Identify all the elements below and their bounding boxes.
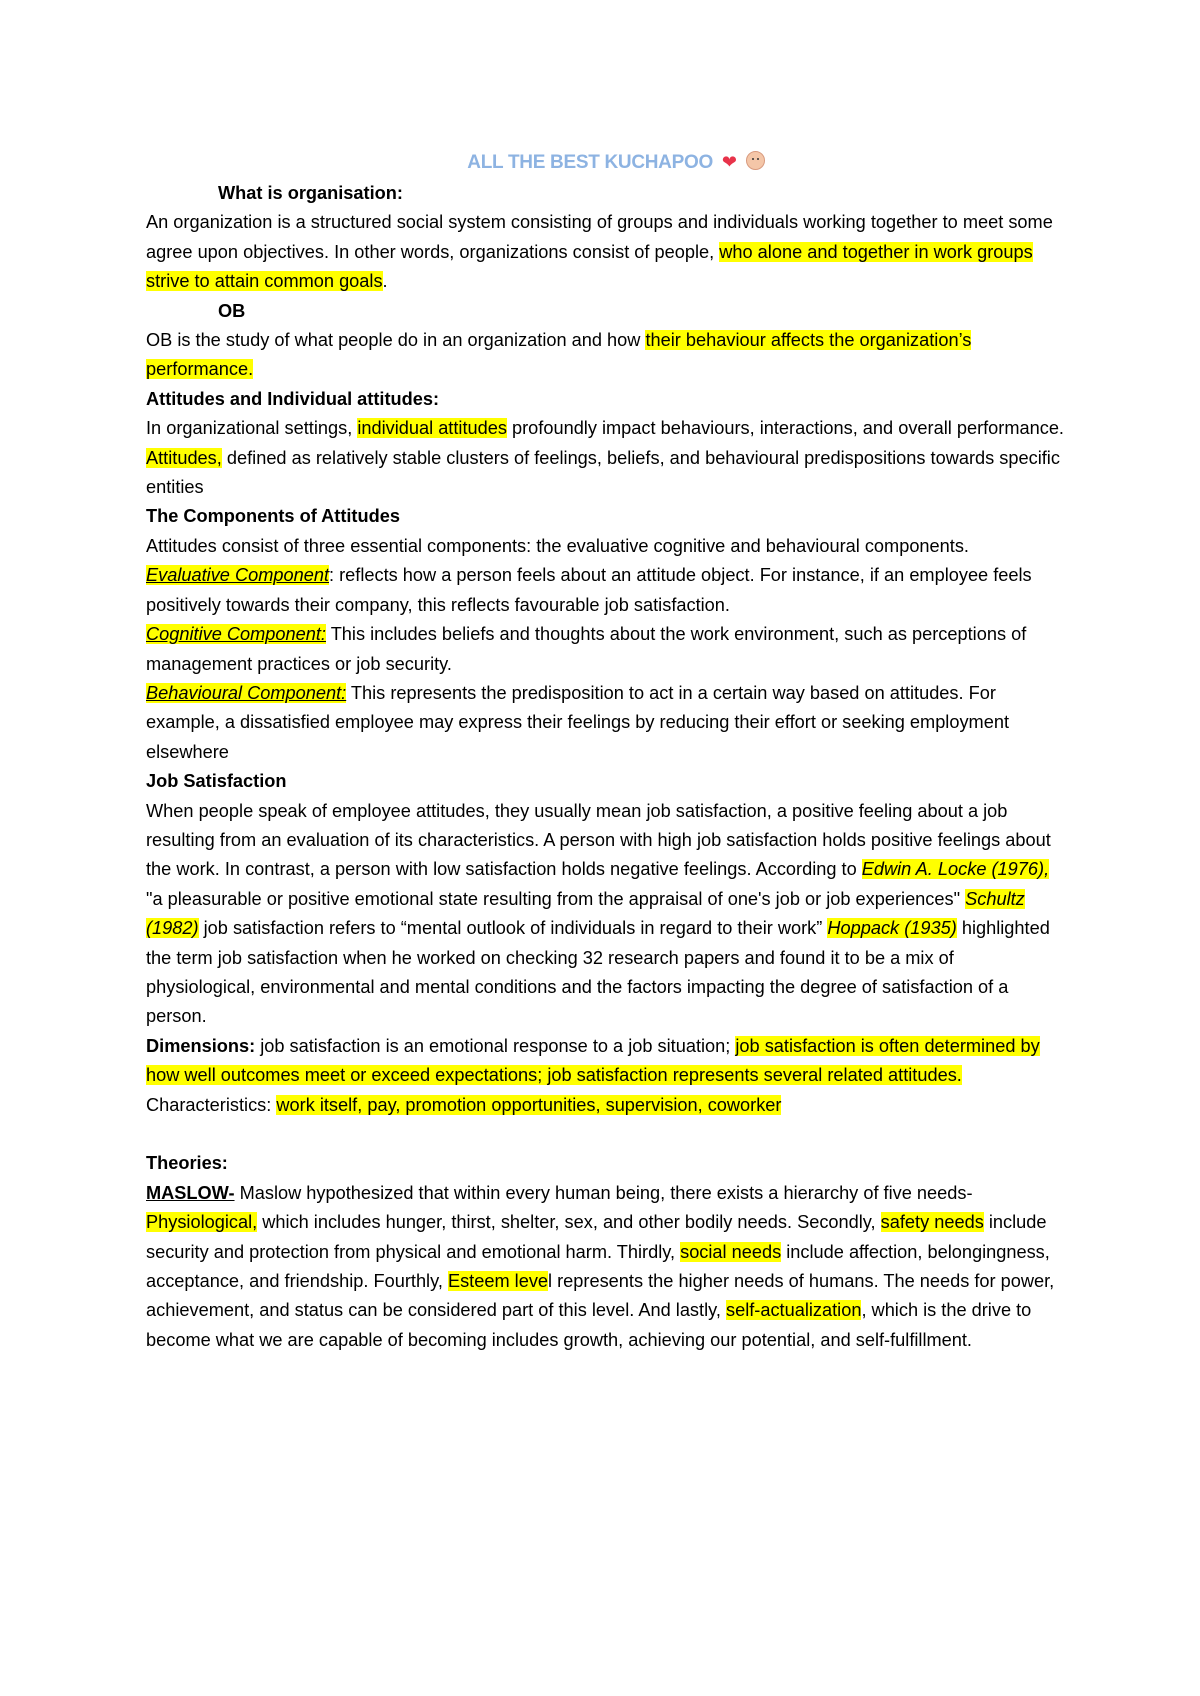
characteristics-label: Characteristics:	[146, 1094, 277, 1115]
behavioural-label: Behavioural Component:	[146, 682, 347, 703]
maslow-label: MASLOW-	[146, 1182, 235, 1203]
paragraph-behavioural	[146, 679, 1066, 767]
paragraph-cognitive	[146, 620, 1066, 679]
text-span: OB is the study of what people do in an organization and how	[146, 330, 646, 351]
heading-theories: Theories:	[146, 1153, 228, 1174]
paragraph-ob	[146, 326, 1066, 385]
text-span: , which is the drive to become what we are capable of becoming includes growth, achieving our potential, and self-fulfillment.	[146, 1300, 1032, 1350]
document-content	[146, 145, 1066, 1355]
heading-ob: OB	[218, 300, 246, 321]
text-span: In organizational settings,	[146, 418, 358, 439]
text-span: include affection, belongingness, acceptance, and friendship. Fourthly,	[146, 1241, 1050, 1292]
highlight-span: Hoppack (1935)	[827, 918, 957, 939]
paragraph-attitudes	[146, 414, 1066, 502]
highlight-span: work itself, pay, promotion opportunities, supervision, coworker	[276, 1094, 782, 1115]
text-span: which includes hunger, thirst, shelter, sex, and other bodily needs. Secondly,	[257, 1212, 881, 1233]
highlight-span: Attitudes,	[146, 447, 222, 468]
text-span: job satisfaction refers to “mental outlook of individuals in regard to their work”	[198, 918, 828, 939]
highlight-span: who alone and together in work groups strive to attain common goals	[146, 241, 1033, 292]
highlight-span: their behaviour affects the organization’s performance.	[146, 330, 972, 380]
text-span: defined as relatively stable clusters of feelings, beliefs, and behavioural predispositions towards specific entities	[146, 447, 1060, 498]
document-title	[146, 145, 1086, 179]
text-span: Maslow hypothesized that within every human being, there exists a hierarchy of five needs-	[234, 1182, 973, 1203]
text-span: : reflects how a person feels about an attitude object. For instance, if an employee feels positively towards their company, this reflects favourable job satisfaction.	[146, 565, 1032, 615]
highlight-span: Esteem leve	[447, 1271, 549, 1292]
highlight-span: self-actualization	[725, 1300, 862, 1321]
text-span: .	[382, 271, 388, 292]
text-span: "a pleasurable or positive emotional state resulting from the appraisal of one's job or job experiences"	[146, 888, 966, 909]
highlight-span: Physiological,	[146, 1212, 258, 1233]
text-span: highlighted the term job satisfaction when he worked on checking 32 research papers and found it to be a mix of physiological, environmental and mental conditions and the factors impacting the degree of satisfaction of a person.	[146, 918, 1050, 1027]
paragraph-components-intro: Attitudes consist of three essential components: the evaluative cognitive and behavioural components.	[146, 535, 969, 556]
heading-attitudes: Attitudes and Individual attitudes:	[146, 388, 440, 409]
paragraph-maslow	[146, 1179, 1066, 1355]
paragraph-job-satisfaction	[146, 797, 1066, 1032]
text-span: profoundly impact behaviours, interactions, and overall performance.	[506, 418, 1064, 439]
heading-job-satisfaction: Job Satisfaction	[146, 771, 287, 792]
heading-components: The Components of Attitudes	[146, 506, 400, 527]
text-span: This represents the predisposition to act in a certain way based on attitudes. For example, a dissatisfied employee may express their feelings by reducing their effort or seeking employment elsewhere	[146, 682, 1009, 762]
text-span: An organization is a structured social system consisting of groups and individuals working together to meet some agree upon objectives. In other words, organizations consist of people,	[146, 212, 1053, 262]
text-span: job satisfaction is an emotional response to a job situation;	[255, 1035, 736, 1056]
title-text: ALL THE BEST KUCHAPOO	[467, 152, 713, 173]
highlight-span: safety needs	[880, 1212, 984, 1233]
paragraph-organisation	[146, 208, 1066, 296]
heart-icon: ❤	[721, 152, 737, 172]
highlight-span: job satisfaction is often determined by how well outcomes meet or exceed expectations; job satisfaction represents several related attitudes.	[146, 1035, 1040, 1086]
highlight-span: individual attitudes	[357, 418, 507, 439]
evaluative-label: Evaluative Component	[146, 565, 329, 586]
text-span: include security and protection from physical and emotional harm. Thirdly,	[146, 1212, 1047, 1262]
text-span: l represents the higher needs of humans. The needs for power, achievement, and status can be considered part of this level. And lastly,	[146, 1271, 1055, 1321]
highlight-span: social needs	[680, 1241, 782, 1262]
cognitive-label: Cognitive Component:	[146, 624, 326, 645]
paragraph-characteristics	[146, 1091, 1066, 1120]
dimensions-label: Dimensions:	[146, 1035, 256, 1056]
heading-organisation: What is organisation:	[218, 183, 403, 203]
paragraph-dimensions	[146, 1032, 1066, 1091]
text-span: When people speak of employee attitudes, they usually mean job satisfaction, a positive feeling about a job resulting from an evaluation of its characteristics. A person with high job satisfaction holds positive feelings about the work. In contrast, a person with low satisfaction holds negative feelings. According to	[146, 800, 1051, 880]
highlight-span: Schultz (1982)	[146, 888, 1025, 939]
baby-face-icon	[746, 151, 765, 170]
highlight-span: Edwin A. Locke (1976),	[861, 859, 1050, 880]
paragraph-evaluative	[146, 561, 1066, 620]
text-span: This includes beliefs and thoughts about the work environment, such as perceptions of management practices or job security.	[146, 624, 1027, 674]
blank-line	[146, 1120, 1066, 1149]
